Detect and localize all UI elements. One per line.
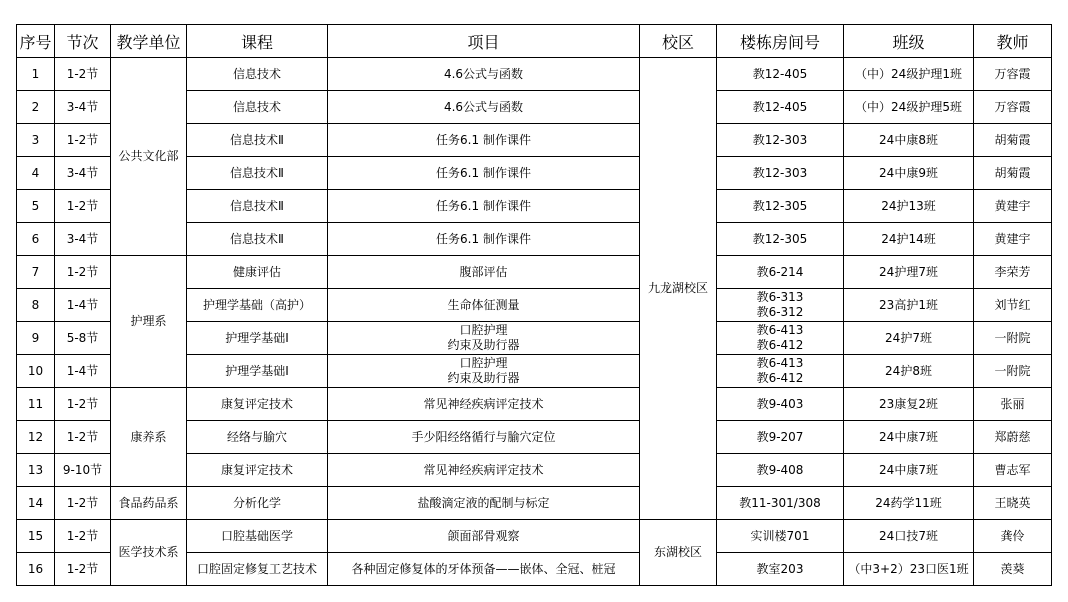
cell-class: 24中康7班 (844, 421, 974, 454)
cell-class: 23康复2班 (844, 388, 974, 421)
cell-class: 24护理7班 (844, 256, 974, 289)
cell-period: 1-2节 (55, 58, 111, 91)
cell-course: 分析化学 (187, 487, 328, 520)
cell-course: 护理学基础Ⅰ (187, 355, 328, 388)
cell-room (717, 289, 844, 322)
cell-course: 护理学基础（高护） (187, 289, 328, 322)
header-cell-class: 班级 (844, 25, 974, 58)
schedule-table (16, 24, 1052, 586)
header-cell-period: 节次 (55, 25, 111, 58)
cell-period: 1-2节 (55, 124, 111, 157)
header-cell-campus: 校区 (640, 25, 717, 58)
cell-room: 实训楼701 (717, 520, 844, 553)
cell-class: 24中康7班 (844, 454, 974, 487)
cell-no: 15 (17, 520, 55, 553)
cell-room: 教11-301/308 (717, 487, 844, 520)
cell-teacher: 曹志军 (974, 454, 1052, 487)
header-row (17, 25, 1052, 58)
cell-project (328, 322, 640, 355)
cell-room: 教室203 (717, 553, 844, 586)
cell-room: 教12-303 (717, 124, 844, 157)
cell-period: 3-4节 (55, 91, 111, 124)
cell-room: 教12-305 (717, 223, 844, 256)
cell-room-line1: 教6-413 (756, 356, 804, 370)
cell-teacher: 一附院 (974, 355, 1052, 388)
cell-no: 1 (17, 58, 55, 91)
cell-campus: 东湖校区 (640, 520, 717, 586)
cell-no: 10 (17, 355, 55, 388)
cell-course: 信息技术Ⅱ (187, 190, 328, 223)
cell-no: 2 (17, 91, 55, 124)
cell-course: 信息技术Ⅱ (187, 223, 328, 256)
header-cell-unit: 教学单位 (111, 25, 187, 58)
cell-no: 11 (17, 388, 55, 421)
header-cell-teacher: 教师 (974, 25, 1052, 58)
cell-period: 5-8节 (55, 322, 111, 355)
header-cell-room: 楼栋房间号 (717, 25, 844, 58)
cell-no: 12 (17, 421, 55, 454)
cell-class: 24护13班 (844, 190, 974, 223)
cell-room-line2: 教6-312 (756, 305, 804, 319)
cell-course: 健康评估 (187, 256, 328, 289)
cell-room: 教12-405 (717, 58, 844, 91)
cell-teacher: 郑蔚慈 (974, 421, 1052, 454)
cell-unit: 公共文化部 (111, 58, 187, 256)
cell-course: 口腔基础医学 (187, 520, 328, 553)
cell-project: 腹部评估 (328, 256, 640, 289)
cell-room: 教9-408 (717, 454, 844, 487)
cell-teacher: 黄建宇 (974, 190, 1052, 223)
header-cell-no: 序号 (17, 25, 55, 58)
cell-teacher: 刘节红 (974, 289, 1052, 322)
cell-teacher: 胡菊霞 (974, 157, 1052, 190)
cell-no: 4 (17, 157, 55, 190)
cell-teacher: 王晓英 (974, 487, 1052, 520)
cell-project: 任务6.1 制作课件 (328, 190, 640, 223)
cell-no: 8 (17, 289, 55, 322)
cell-course: 信息技术 (187, 91, 328, 124)
cell-campus: 九龙湖校区 (640, 58, 717, 520)
cell-period: 3-4节 (55, 157, 111, 190)
header-cell-project: 项目 (328, 25, 640, 58)
cell-unit: 护理系 (111, 256, 187, 388)
table-row (17, 487, 1052, 520)
cell-project: 常见神经疾病评定技术 (328, 388, 640, 421)
cell-course: 口腔固定修复工艺技术 (187, 553, 328, 586)
cell-period: 1-2节 (55, 190, 111, 223)
cell-no: 6 (17, 223, 55, 256)
cell-period: 1-2节 (55, 553, 111, 586)
cell-project: 各种固定修复体的牙体预备——嵌体、全冠、桩冠 (328, 553, 640, 586)
cell-project-line2: 约束及助行器 (447, 371, 520, 385)
cell-room-line2: 教6-412 (756, 338, 804, 352)
cell-project: 手少阳经络循行与腧穴定位 (328, 421, 640, 454)
cell-project: 生命体征测量 (328, 289, 640, 322)
cell-period: 1-4节 (55, 355, 111, 388)
cell-room: 教6-214 (717, 256, 844, 289)
cell-period: 1-4节 (55, 289, 111, 322)
table-row (17, 58, 1052, 91)
cell-no: 7 (17, 256, 55, 289)
cell-class: 24药学11班 (844, 487, 974, 520)
cell-room: 教9-207 (717, 421, 844, 454)
cell-unit: 医学技术系 (111, 520, 187, 586)
cell-project: 4.6公式与函数 (328, 91, 640, 124)
cell-project: 任务6.1 制作课件 (328, 157, 640, 190)
cell-project: 颌面部骨观察 (328, 520, 640, 553)
cell-unit: 康养系 (111, 388, 187, 487)
table-row (17, 256, 1052, 289)
cell-class: （中）24级护理5班 (844, 91, 974, 124)
cell-project-line2: 约束及助行器 (447, 338, 520, 352)
cell-room (717, 355, 844, 388)
cell-room-line1: 教6-313 (756, 290, 804, 304)
cell-project: 任务6.1 制作课件 (328, 124, 640, 157)
cell-project: 常见神经疾病评定技术 (328, 454, 640, 487)
cell-period: 1-2节 (55, 421, 111, 454)
cell-class: 24护14班 (844, 223, 974, 256)
cell-project: 盐酸滴定液的配制与标定 (328, 487, 640, 520)
cell-teacher: 一附院 (974, 322, 1052, 355)
cell-teacher: 万容霞 (974, 58, 1052, 91)
cell-class: （中3+2）23口医1班 (844, 553, 974, 586)
cell-unit: 食品药品系 (111, 487, 187, 520)
cell-room: 教12-305 (717, 190, 844, 223)
cell-room: 教12-303 (717, 157, 844, 190)
cell-teacher: 张丽 (974, 388, 1052, 421)
cell-project: 4.6公式与函数 (328, 58, 640, 91)
cell-no: 16 (17, 553, 55, 586)
cell-class: 24中康9班 (844, 157, 974, 190)
cell-no: 9 (17, 322, 55, 355)
cell-project-line1: 口腔护理 (459, 356, 508, 370)
cell-class: 24护7班 (844, 322, 974, 355)
cell-course: 信息技术 (187, 58, 328, 91)
cell-no: 13 (17, 454, 55, 487)
cell-period: 1-2节 (55, 256, 111, 289)
cell-no: 14 (17, 487, 55, 520)
cell-teacher: 李荣芳 (974, 256, 1052, 289)
cell-class: （中）24级护理1班 (844, 58, 974, 91)
cell-teacher: 龚伶 (974, 520, 1052, 553)
cell-teacher: 羡葵 (974, 553, 1052, 586)
table-row (17, 388, 1052, 421)
cell-class: 24护8班 (844, 355, 974, 388)
cell-period: 1-2节 (55, 520, 111, 553)
cell-room: 教9-403 (717, 388, 844, 421)
cell-class: 24口技7班 (844, 520, 974, 553)
cell-project: 任务6.1 制作课件 (328, 223, 640, 256)
cell-room-line2: 教6-412 (756, 371, 804, 385)
cell-course: 护理学基础Ⅰ (187, 322, 328, 355)
cell-period: 9-10节 (55, 454, 111, 487)
cell-room (717, 322, 844, 355)
cell-class: 24中康8班 (844, 124, 974, 157)
cell-course: 信息技术Ⅱ (187, 124, 328, 157)
cell-course: 经络与腧穴 (187, 421, 328, 454)
cell-project (328, 355, 640, 388)
cell-teacher: 黄建宇 (974, 223, 1052, 256)
table-row (17, 520, 1052, 553)
cell-project-line1: 口腔护理 (459, 323, 508, 337)
cell-period: 1-2节 (55, 487, 111, 520)
header-cell-course: 课程 (187, 25, 328, 58)
cell-period: 1-2节 (55, 388, 111, 421)
cell-course: 信息技术Ⅱ (187, 157, 328, 190)
cell-room-line1: 教6-413 (756, 323, 804, 337)
cell-class: 23高护1班 (844, 289, 974, 322)
cell-course: 康复评定技术 (187, 388, 328, 421)
cell-teacher: 万容霞 (974, 91, 1052, 124)
cell-teacher: 胡菊霞 (974, 124, 1052, 157)
cell-room: 教12-405 (717, 91, 844, 124)
cell-period: 3-4节 (55, 223, 111, 256)
cell-no: 5 (17, 190, 55, 223)
cell-no: 3 (17, 124, 55, 157)
cell-course: 康复评定技术 (187, 454, 328, 487)
